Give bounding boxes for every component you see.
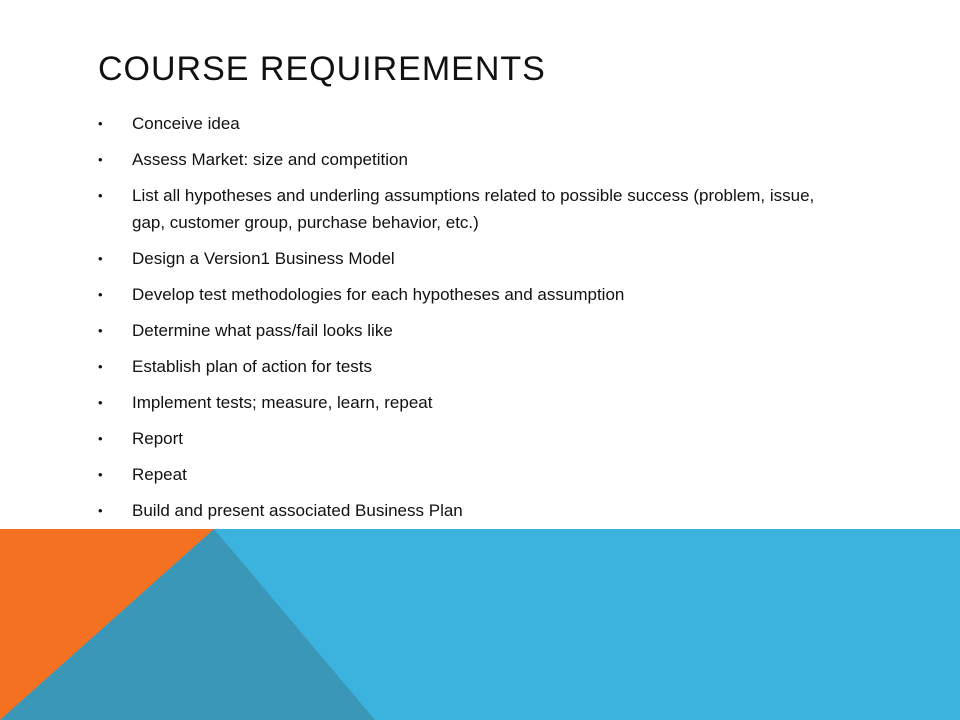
bullet-item: • List all hypotheses and underling assumptions related to possible success (problem, issue, gap, customer group, purchase behavior, etc.) — [98, 182, 818, 236]
bullet-item: • Establish plan of action for tests — [98, 353, 818, 380]
bullet-list — [98, 110, 818, 533]
slide-title: COURSE REQUIREMENTS — [98, 50, 546, 88]
bullet-item: • Determine what pass/fail looks like — [98, 317, 818, 344]
bullet-item: • Implement tests; measure, learn, repeat — [98, 389, 818, 416]
bullet-item: • Repeat — [98, 461, 818, 488]
bullet-item: • Report — [98, 425, 818, 452]
bullet-item: • Build and present associated Business Plan — [98, 497, 818, 524]
bullet-item: • Develop test methodologies for each hypotheses and assumption — [98, 281, 818, 308]
bullet-item: • Assess Market: size and competition — [98, 146, 818, 173]
bullet-item: • Conceive idea — [98, 110, 818, 137]
bullet-item: • Design a Version1 Business Model — [98, 245, 818, 272]
decorative-footer-band — [0, 529, 960, 720]
